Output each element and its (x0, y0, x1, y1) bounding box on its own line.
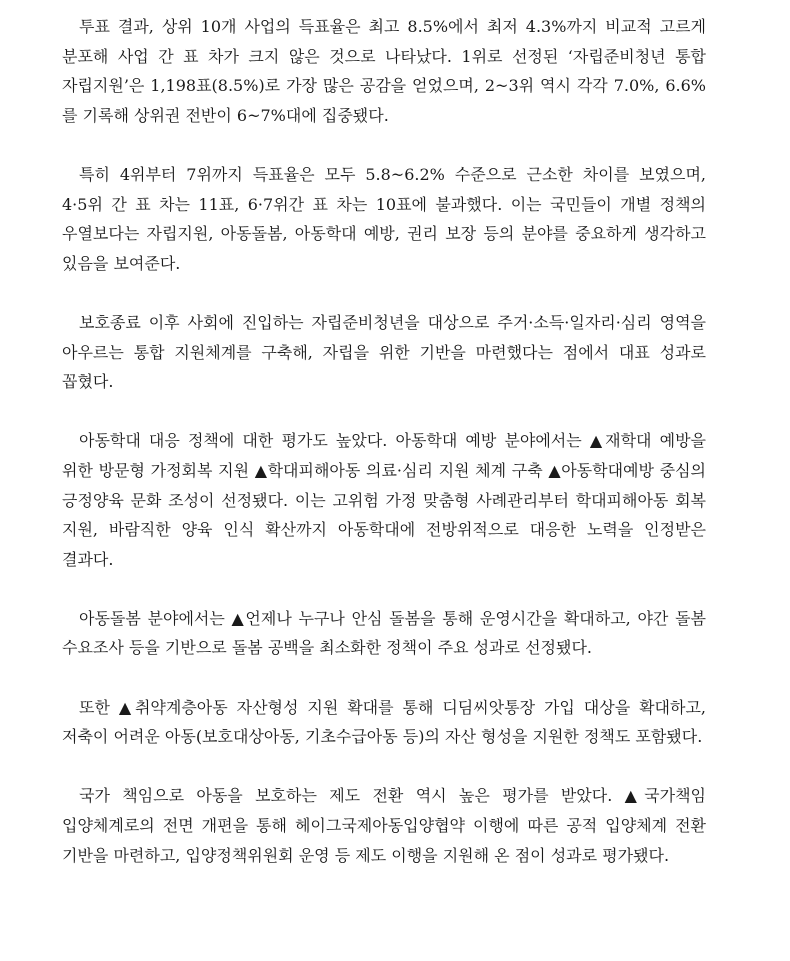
paragraph-asset-building: 또한 ▲취약계층아동 자산형성 지원 확대를 통해 디딤씨앗통장 가입 대상을 확대하고, 저축이 어려운 아동(보호대상아동, 기초수급아동 등)의 자산 형성을 지원한 정책도 포함됐다. (62, 697, 706, 747)
paragraph-child-abuse-prevention: 아동학대 대응 정책에 대한 평가도 높았다. 아동학대 예방 분야에서는 ▲재학대 예방을 위한 방문형 가정회복 지원 ▲학대피해아동 의료·심리 지원 체계 구축 ▲아동학대예방 중심의 긍정양육 문화 조성이 선정됐다. 이는 고위험 가정 맞춤형 사례관리부터 학대피해아동 회복 지원, 바람직한 양육 인식 확산까지 아동학대에 전방위적으로 대응한 노력을 인정받은 결과다. (62, 431, 706, 569)
paragraph-national-adoption: 국가 책임으로 아동을 보호하는 제도 전환 역시 높은 평가를 받았다. ▲국가책임 입양체계로의 전면 개편을 통해 헤이그국제아동입양협약 이행에 따른 공적 입양체계 전환 기반을 마련하고, 입양정책위원회 운영 등 제도 이행을 지원해 온 점이 성과로 평가됐다. (62, 786, 706, 865)
paragraph-vote-results: 투표 결과, 상위 10개 사업의 득표율은 최고 8.5%에서 최저 4.3%까지 비교적 고르게 분포해 사업 간 표 차가 크지 않은 것으로 나타났다. 1위로 선정된 ‘자립준비청년 통합 자립지원’은 1,198표(8.5%)로 가장 많은 공감을 얻었으며, 2~3위 역시 각각 7.0%, 6.6%를 기록해 상위권 전반이 6~7%대에 집중됐다. (62, 17, 706, 125)
paragraph-child-care: 아동돌봄 분야에서는 ▲언제나 누구나 안심 돌봄을 통해 운영시간을 확대하고, 야간 돌봄 수요조사 등을 기반으로 돌봄 공백을 최소화한 정책이 주요 성과로 선정됐다. (62, 608, 706, 658)
paragraph-vote-margins: 특히 4위부터 7위까지 득표율은 모두 5.8~6.2% 수준으로 근소한 차이를 보였으며, 4·5위 간 표 차는 11표, 6·7위간 표 차는 10표에 불과했다. 이는 국민들이 개별 정책의 우열보다는 자립지원, 아동돌봄, 아동학대 예방, 권리 보장 등의 분야를 중요하게 생각하고 있음을 보여준다. (62, 164, 706, 273)
paragraph-youth-independence: 보호종료 이후 사회에 진입하는 자립준비청년을 대상으로 주거·소득·일자리·심리 영역을 아우르는 통합 지원체계를 구축해, 자립을 위한 기반을 마련했다는 점에서 대표 성과로 꼽혔다. (62, 312, 706, 392)
